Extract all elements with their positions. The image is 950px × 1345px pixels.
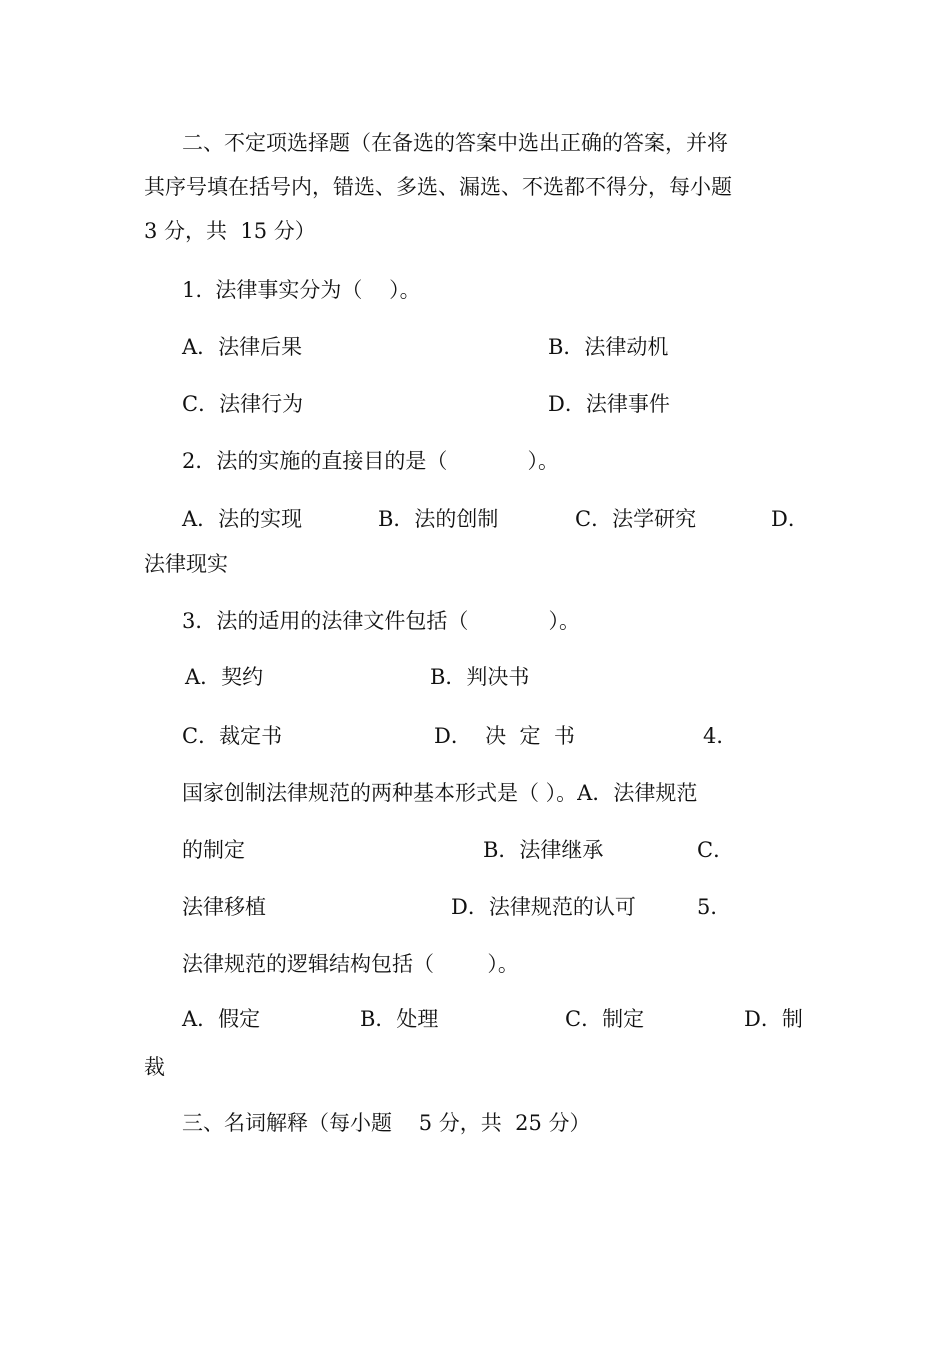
q4-option-c: C． xyxy=(697,838,735,862)
q5-stem: 法律规范的逻辑结构包括（ ）。 xyxy=(182,952,519,976)
q5-option-d: D．制 xyxy=(744,1007,803,1031)
q4-option-b: B．法律继承 xyxy=(483,838,604,862)
q2-stem: 2．法的实施的直接目的是（ ）。 xyxy=(182,449,559,473)
q5-option-a: A．假定 xyxy=(182,1007,261,1031)
q4-option-c-continued: 法律移植 xyxy=(182,895,266,919)
q1-stem: 1. 法律事实分为（ ）。 xyxy=(182,278,421,302)
q3-stem: 3．法的适用的法律文件包括（ ）。 xyxy=(182,609,580,633)
q5-number: 5． xyxy=(697,895,732,919)
q3-option-d: D． 决 定 书 xyxy=(434,724,575,748)
q2-option-a: A．法的实现 xyxy=(182,507,303,531)
q3-option-c: C．裁定书 xyxy=(182,724,283,748)
q4-number: 4． xyxy=(703,724,738,748)
q3-option-a: A．契约 xyxy=(185,665,264,689)
q2-option-c: C．法学研究 xyxy=(575,507,697,531)
q4-stem: 国家创制法律规范的两种基本形式是（ ）。A．法律规范 xyxy=(182,781,698,805)
section2-intro-line3: 3 分，共 15 分） xyxy=(144,219,316,243)
q1-option-b: B．法律动机 xyxy=(548,335,669,359)
q4-option-a-continued: 的制定 xyxy=(182,838,245,862)
q1-option-a: A．法律后果 xyxy=(182,335,303,359)
q1-option-c: C．法律行为 xyxy=(182,392,304,416)
section3-heading: 三、名词解释（每小题 5 分，共 25 分） xyxy=(182,1111,591,1135)
q5-option-b: B．处理 xyxy=(360,1007,439,1031)
q5-option-c: C．制定 xyxy=(565,1007,645,1031)
q4-option-d: D．法律规范的认可 xyxy=(451,895,636,919)
section2-intro-line2: 其序号填在括号内，错选、多选、漏选、不选都不得分，每小题 xyxy=(144,175,732,199)
q1-option-d: D．法律事件 xyxy=(548,392,670,416)
q2-option-d-continued: 法律现实 xyxy=(144,552,228,576)
section2-intro-line1: 二、不定项选择题（在备选的答案中选出正确的答案，并将 xyxy=(182,131,728,155)
q5-option-d-continued: 裁 xyxy=(144,1055,165,1079)
q3-option-b: B．判决书 xyxy=(430,665,530,689)
q2-option-d: D． xyxy=(771,507,809,531)
q2-option-b: B．法的创制 xyxy=(378,507,499,531)
